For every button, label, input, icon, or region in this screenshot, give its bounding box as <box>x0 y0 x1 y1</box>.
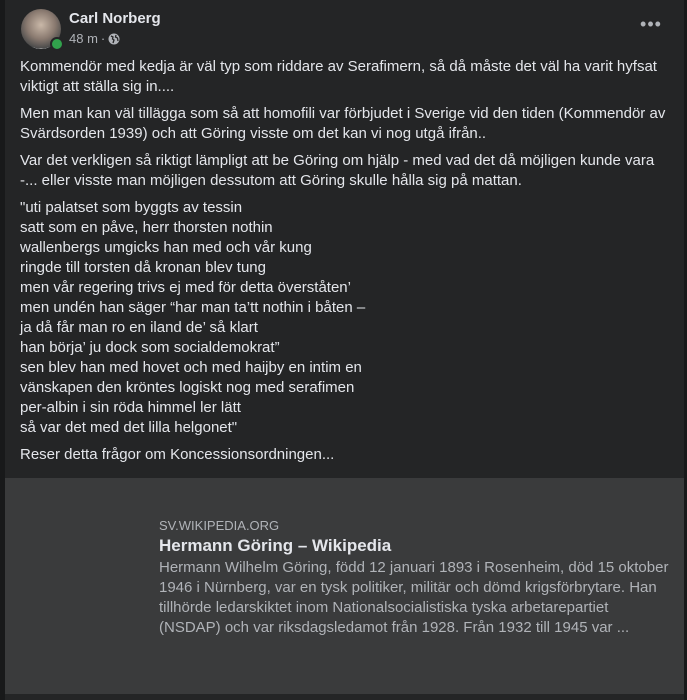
author-name[interactable]: Carl Norberg <box>69 10 161 27</box>
globe-icon[interactable] <box>108 33 120 45</box>
poem-line: så var det med det lilla helgonet" <box>20 419 238 436</box>
poem-line: men vår regering trivs ej med för detta överståten’ <box>20 279 351 296</box>
poem-line: men undén han säger “har man ta’tt nothin i båten – <box>20 299 366 316</box>
post <box>5 0 684 700</box>
poem-line: per-albin i sin röda himmel ler lätt <box>20 399 241 416</box>
closing-paragraph: Reser detta frågor om Koncessionsordningen... <box>20 446 335 463</box>
more-options-button[interactable]: ••• <box>640 14 662 34</box>
poem-line: wallenbergs umgicks han med och vår kung <box>20 239 312 256</box>
poem-line: sen blev han med hovet och med haijby en intim en <box>20 359 362 376</box>
paragraph: Men man kan väl tillägga som så att homofili var förbjudet i Sverige vid den tiden (Kommendör av Svärdsorden 1939) och att Göring visste om det kan vi nog utgå ifrån.. <box>20 105 666 142</box>
poem-line: satt som en påve, herr thorsten nothin <box>20 219 273 236</box>
poem-line: ja då får man ro en iland de’ så klart <box>20 319 258 336</box>
poem-line: vänskapen den kröntes logiskt nog med serafimen <box>20 379 355 396</box>
poem-line: ringde till torsten då kronan blev tung <box>20 259 266 276</box>
post-time[interactable]: 48 m <box>69 31 98 46</box>
post-meta <box>69 31 120 46</box>
link-description: Hermann Wilhelm Göring, född 12 januari 1893 i Rosenheim, död 15 oktober 1946 i Nürnberg, var en tysk politiker, militär och dömd krigsförbrytare. Han tillhörde ledarskiktet inom Nationalsocialistiska tyska arbetarepartiet (NSDAP) och var riksdagsledamot från 1928. Från 1932 till 1945 var ... <box>159 559 669 636</box>
paragraph: Var det verkligen så riktigt lämpligt att be Göring om hjälp - med vad det då möjligen kunde vara -... eller visste man möjligen dessutom att Göring skulle hålla sig på mattan. <box>20 152 655 189</box>
post-text <box>20 57 675 472</box>
link-domain: SV.WIKIPEDIA.ORG <box>159 518 280 533</box>
online-status-dot <box>50 37 64 51</box>
paragraph: Kommendör med kedja är väl typ som riddare av Serafimern, så då måste det väl ha varit hyfsat viktigt att ställa sig in.... <box>20 58 657 95</box>
separator: · <box>100 31 106 46</box>
poem <box>20 198 675 438</box>
link-title[interactable]: Hermann Göring – Wikipedia <box>159 536 392 555</box>
poem-line: "uti palatset som byggts av tessin <box>20 199 243 216</box>
poem-line: han börja’ ju dock som socialdemokrat” <box>20 339 280 356</box>
link-preview[interactable] <box>5 478 684 694</box>
